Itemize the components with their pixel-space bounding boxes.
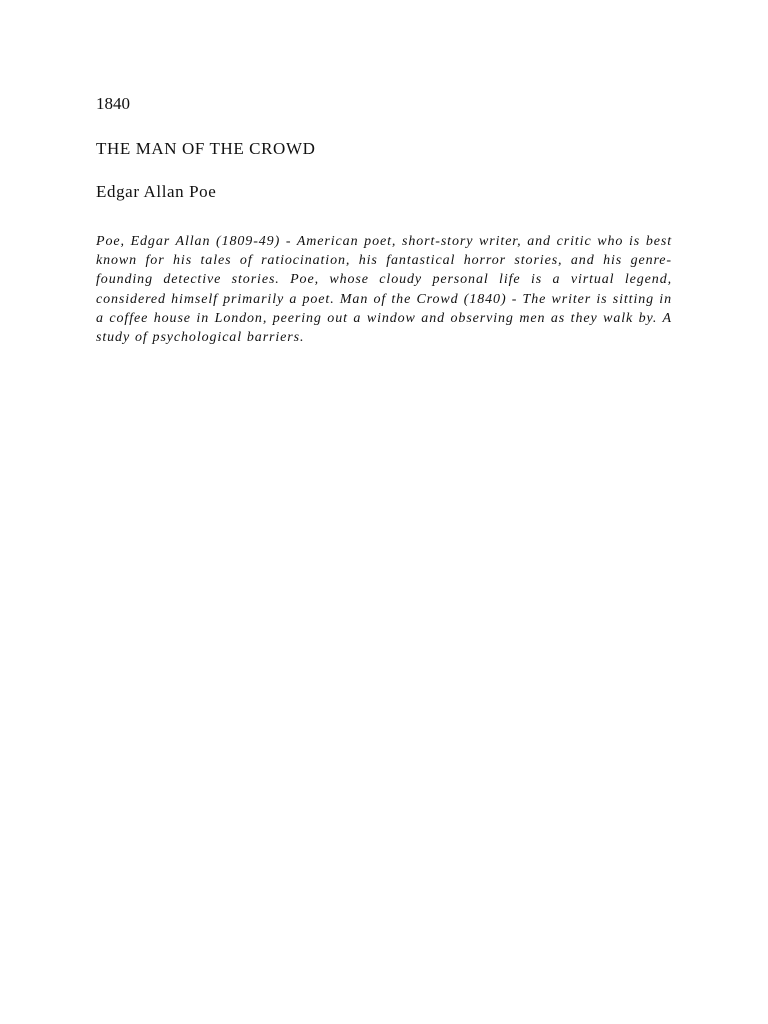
intro-paragraph: Poe, Edgar Allan (1809-49) - American poet, short-story writer, and critic who is best known for his tales of ratiocination, his fantastical horror stories, and his genre-founding detective stories. Poe, whose cloudy personal life is a virtual legend, considered himself primarily a poet. Man of the Crowd (1840) - The writer is sitting in a coffee house in London, peering out a window and observing men as they walk by. A study of psychological barriers. xyxy=(96,234,672,346)
publication-year: 1840 xyxy=(96,94,130,113)
author-name: Edgar Allan Poe xyxy=(96,182,217,201)
story-title: THE MAN OF THE CROWD xyxy=(96,139,316,158)
